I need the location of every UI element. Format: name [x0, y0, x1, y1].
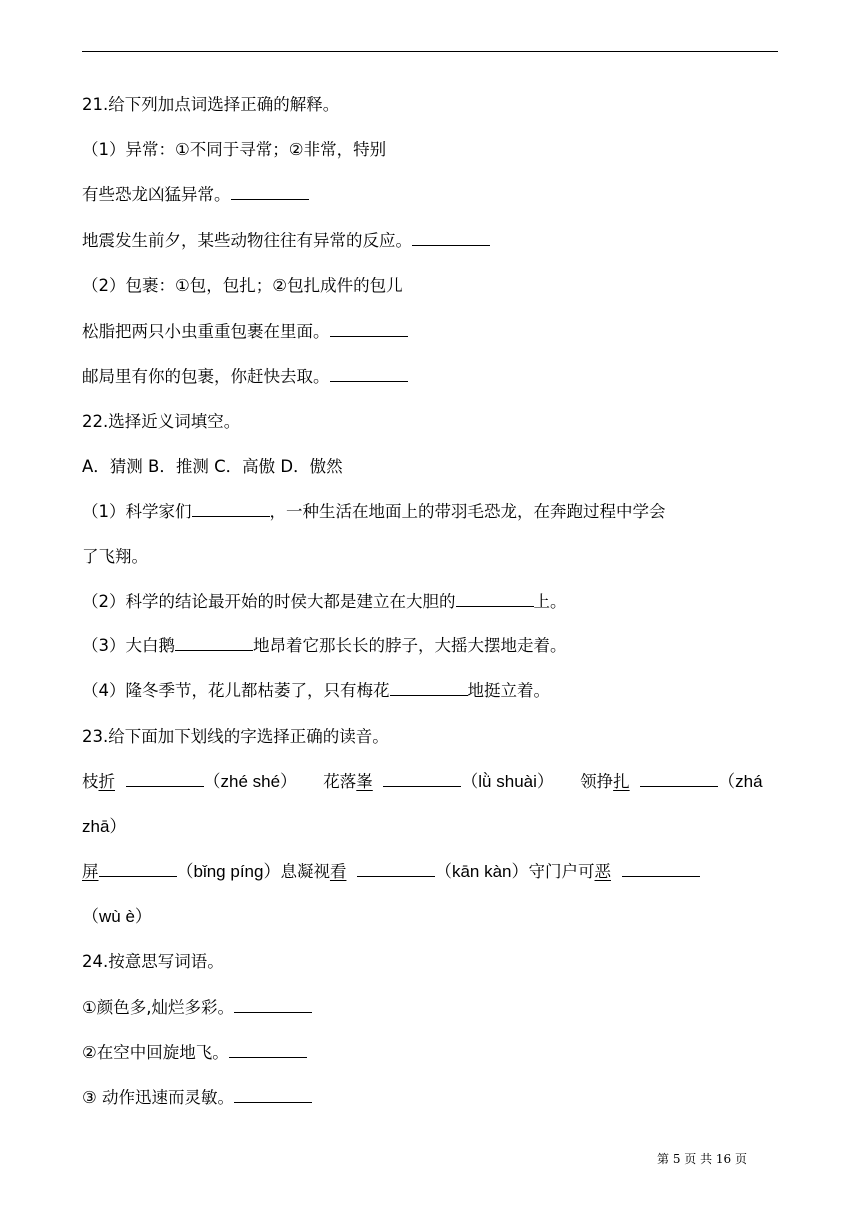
word-text: 领挣: [580, 772, 614, 791]
sentence-text: （1）科学家们: [82, 502, 192, 521]
answer-blank[interactable]: [229, 1041, 307, 1058]
answer-blank[interactable]: [357, 860, 435, 877]
sentence-text: ，一种生活在地面上的带羽毛恐龙，在奔跑过程中学会: [269, 502, 666, 521]
q21-title: 21.给下列加点词选择正确的解释。: [82, 95, 340, 114]
answer-blank[interactable]: [622, 860, 700, 877]
header-rule: [82, 51, 778, 52]
pinyin-options: （lǜ shuài）: [461, 772, 554, 791]
answer-blank[interactable]: [456, 590, 534, 607]
item-text: ③ 动作迅速而灵敏。: [82, 1088, 235, 1107]
q21-part2-sentence1: [82, 320, 408, 344]
q23-row2-cont: （wù è）: [82, 907, 152, 926]
answer-blank[interactable]: [175, 634, 253, 651]
answer-blank[interactable]: [126, 770, 204, 787]
sentence-text: 地昂着它那长长的脖子，大摇大摆地走着。: [253, 636, 567, 655]
q23-title: 23.给下面加下划线的字选择正确的读音。: [82, 727, 389, 746]
answer-blank[interactable]: [192, 500, 270, 517]
pinyin-options: （bǐng píng）: [176, 862, 281, 881]
q23-row1-cont: zhā）: [82, 817, 127, 836]
underlined-char: 峯: [356, 772, 373, 791]
q21-part2-sentence2: [82, 365, 408, 389]
answer-blank[interactable]: [234, 1086, 312, 1103]
answer-blank[interactable]: [383, 770, 461, 787]
page-number: 第 5 页 共 16 页: [657, 1152, 747, 1166]
sentence-text: 邮局里有你的包裹，你赶快去取。: [82, 367, 330, 386]
underlined-char: 看: [329, 862, 347, 881]
answer-blank[interactable]: [330, 365, 408, 382]
answer-blank[interactable]: [390, 679, 468, 696]
q22-sentence1: [82, 500, 666, 524]
q22-sentence4: [82, 679, 550, 703]
pinyin-options: （zhé shé）: [203, 772, 298, 791]
sentence-text: 地挺立着。: [467, 681, 550, 700]
answer-blank[interactable]: [231, 183, 309, 200]
underlined-char: 恶: [594, 862, 611, 881]
q21-part1-sentence1: [82, 183, 309, 207]
answer-blank[interactable]: [330, 320, 408, 337]
sentence-text: 有些恐龙凶猛异常。: [82, 185, 231, 204]
q23-row1: [82, 770, 763, 794]
word-text: 花落: [323, 772, 357, 791]
sentence-text: （4）隆冬季节，花儿都枯萎了，只有梅花: [82, 681, 390, 700]
answer-blank[interactable]: [640, 770, 718, 787]
q21-part1-sentence2: [82, 229, 490, 253]
q24-item3: [82, 1086, 312, 1110]
sentence-text: 松脂把两只小虫重重包裹在里面。: [82, 322, 330, 341]
q22-sentence1-cont: 了飞翔。: [82, 547, 148, 566]
word-text: 息凝视: [280, 862, 330, 881]
q23-row2: [82, 860, 700, 884]
sentence-text: 上。: [533, 592, 567, 611]
pinyin-options: （zhá: [718, 772, 763, 791]
underlined-char: 扎: [613, 772, 630, 791]
underlined-char: 屏: [82, 862, 99, 881]
answer-blank[interactable]: [412, 229, 490, 246]
q22-options: A．猜测 B．推测 C．高傲 D．傲然: [82, 457, 343, 476]
q24-title: 24.按意思写词语。: [82, 952, 224, 971]
q22-title: 22.选择近义词填空。: [82, 412, 241, 431]
q24-item2: [82, 1041, 307, 1065]
sentence-text: 地震发生前夕，某些动物往往有异常的反应。: [82, 231, 412, 250]
q24-item1: [82, 996, 312, 1020]
word-text: 守门户可: [528, 862, 595, 881]
underlined-char: 折: [98, 772, 115, 791]
sentence-text: （2）科学的结论最开始的时侯大都是建立在大胆的: [82, 592, 456, 611]
answer-blank[interactable]: [99, 860, 177, 877]
answer-blank[interactable]: [234, 996, 312, 1013]
q22-sentence3: [82, 634, 567, 658]
item-text: ②在空中回旋地飞。: [82, 1043, 229, 1062]
q21-part1-head: （1）异常：①不同于寻常；②非常，特别: [82, 140, 387, 159]
item-text: ①颜色多,灿烂多彩。: [82, 998, 235, 1017]
sentence-text: （3）大白鹅: [82, 636, 175, 655]
q22-sentence2: [82, 590, 567, 614]
word-text: 枝: [82, 772, 99, 791]
pinyin-options: （kān kàn）: [434, 862, 529, 881]
q21-part2-head: （2）包裹：①包，包扎；②包扎成件的包儿: [82, 276, 403, 295]
